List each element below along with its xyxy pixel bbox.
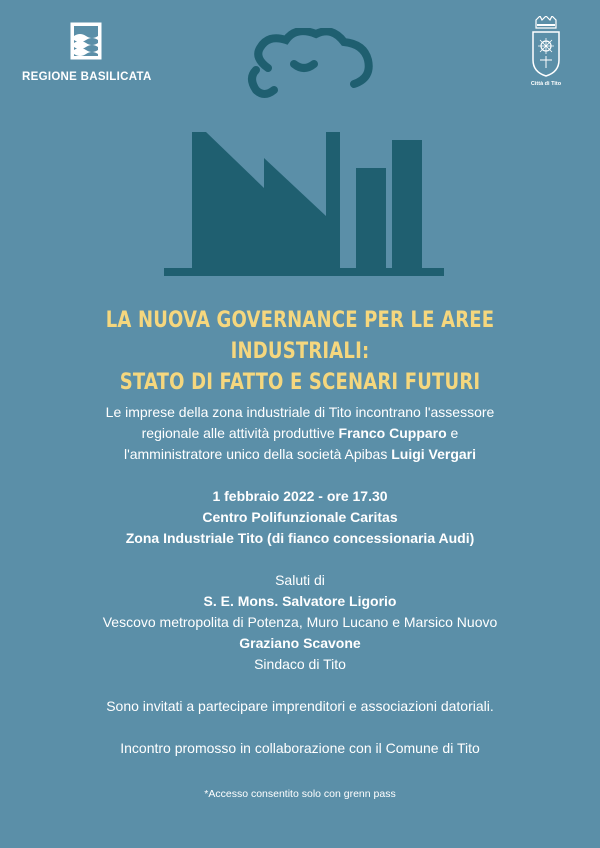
factory-illustration [164, 28, 444, 282]
title-line-2: STATO DI FATTO E SCENARI FUTURI [119, 370, 481, 395]
administrator-name: Luigi Vergari [391, 446, 477, 462]
intro-text-1: Le imprese della zona industriale di Tito incontrano l'assessore [105, 404, 495, 420]
event-venue: Centro Polifunzionale Caritas [202, 509, 398, 525]
greetings-label: Saluti di [275, 572, 325, 588]
intro-text-4: l'amministratore unico della società Apibas [123, 446, 392, 462]
intro-text-2: regionale alle attività produttive [141, 425, 339, 441]
intro-paragraph [0, 402, 600, 465]
bishop-name: S. E. Mons. Salvatore Ligorio [203, 593, 397, 609]
town-crest-icon [531, 16, 561, 78]
event-info [0, 486, 600, 549]
bishop-role: Vescovo metropolita di Potenza, Muro Lucano e Marsico Nuovo [102, 614, 498, 630]
mayor-name: Graziano Scavone [239, 635, 361, 651]
region-name: REGIONE BASILICATA [22, 71, 152, 83]
region-logo [22, 22, 162, 83]
mayor-role: Sindaco di Tito [254, 656, 346, 672]
title-line-1: LA NUOVA GOVERNANCE PER LE AREE INDUSTRIALI: [105, 308, 495, 364]
assessor-name: Franco Cupparo [338, 425, 447, 441]
invited-text: Sono invitati a partecipare imprenditori e associazioni datoriali. [106, 698, 494, 714]
town-logo [516, 16, 576, 87]
greetings [0, 570, 600, 675]
event-details [0, 402, 600, 801]
event-place: Zona Industriale Tito (di fianco concessionaria Audi) [125, 530, 475, 546]
factory-icon [164, 132, 444, 276]
promo-text: Incontro promosso in collaborazione con il Comune di Tito [120, 740, 480, 756]
event-date: 1 febbraio 2022 - ore 17.30 [212, 488, 388, 504]
region-emblem-icon [70, 22, 102, 60]
intro-text-3: e [446, 425, 459, 441]
access-note: *Accesso consentito solo con grenn pass [204, 788, 396, 800]
town-name: Città di Tito [530, 81, 562, 87]
smoke-cloud-icon [252, 31, 369, 94]
event-title [54, 305, 546, 398]
